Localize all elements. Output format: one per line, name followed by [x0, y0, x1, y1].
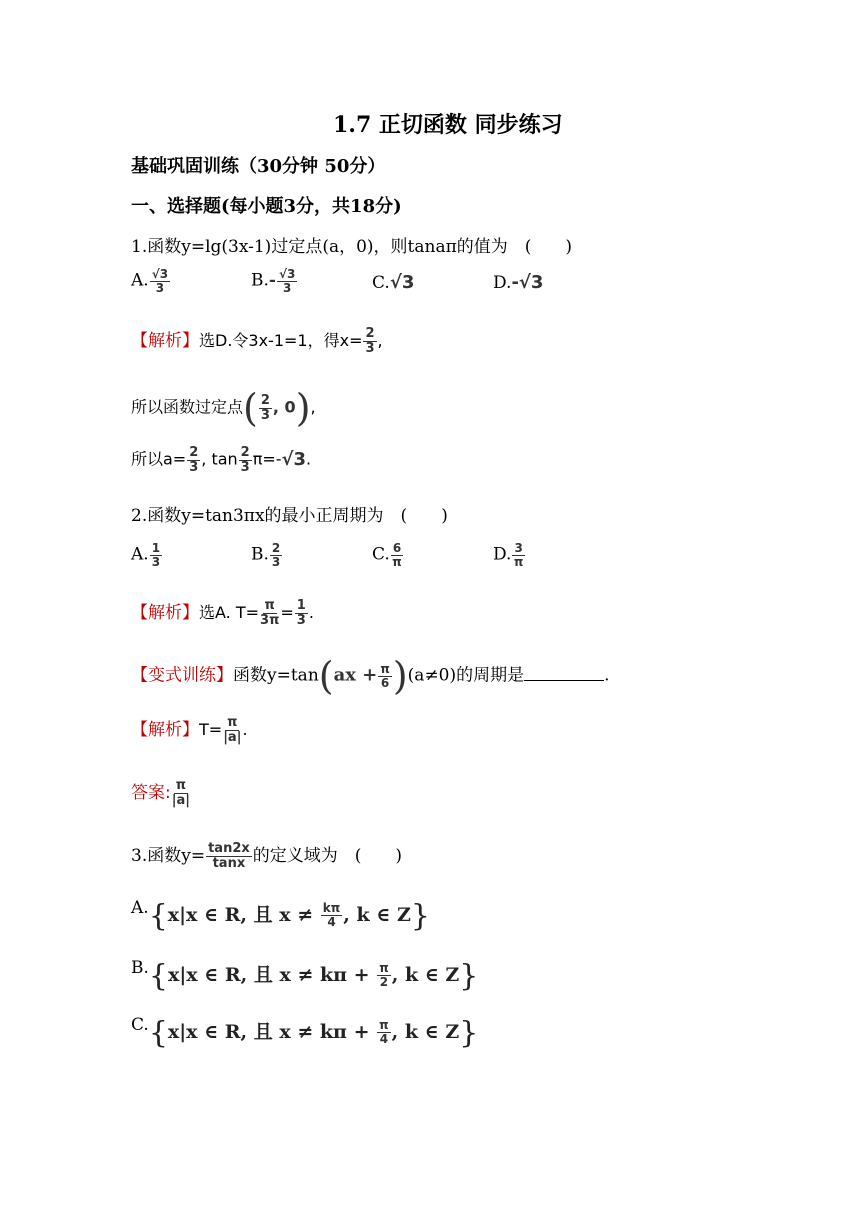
analysis-tag: 【解析】: [131, 603, 199, 623]
q1-analysis-line-1: 【解析】选D.令3x-1=1，得x= $\frac{2}{3}$ ,: [131, 326, 383, 356]
q2-option-d: D. $\frac{3}{\pi}$: [493, 541, 524, 569]
analysis-tag: 【解析】: [131, 331, 199, 351]
variant-training: 【变式训练】函数y=tan(ax + $\frac{\pi}{6}$ )(a≠0)的周期是 .: [131, 654, 610, 698]
section-basic-heading: 基础巩固训练（30分钟 50分）: [131, 156, 386, 177]
q3-option-a: A.{x|x ∈ R, 且 x ≠ $\frac{k\pi}{4}$ , k ∈ Z}: [131, 898, 430, 933]
q1-analysis-line-2: 所以函数过定点( $\frac{2}{3}$ , 0),: [131, 386, 316, 430]
question-1-stem: 1.函数y=lg(3x-1)过定点(a，0)，则tanaπ的值为 ( ): [131, 237, 573, 257]
answer-blank: [524, 664, 604, 681]
q2-option-c: C. $\frac{6}{\pi}$: [372, 541, 402, 569]
variant-analysis: 【解析】T= $\frac{\pi}{|a|}$ .: [131, 715, 248, 745]
analysis-tag: 【解析】: [131, 720, 199, 740]
q1-option-a: A. $\frac{√3}{3}$: [131, 267, 169, 295]
variant-tag: 【变式训练】: [131, 665, 233, 686]
q3-option-c: C.{x|x ∈ R, 且 x ≠ kπ + $\frac{\pi}{4}$ , k ∈ Z}: [131, 1015, 479, 1050]
q1-option-d: D.-√3: [493, 272, 544, 293]
q2-option-b: B. $\frac{2}{3}$: [251, 541, 281, 569]
q3-option-b: B.{x|x ∈ R, 且 x ≠ kπ + $\frac{\pi}{2}$ , k ∈ Z}: [131, 958, 479, 993]
question-2-stem: 2.函数y=tan3πx的最小正周期为 ( ): [131, 506, 448, 526]
q1-analysis-line-3: 所以a= $\frac{2}{3}$ , tan $\frac{2}{3}$ π=-√3.: [131, 445, 312, 475]
question-3-stem: 3.函数y= $\frac{\tan 2x}{\tan x}$ 的定义域为 ( ): [131, 841, 403, 871]
section-choice-heading: 一、选择题(每小题3分，共18分): [131, 196, 402, 217]
q1-option-b: B.- $\frac{√3}{3}$: [251, 267, 296, 295]
variant-answer: 答案: $\frac{\pi}{|a|}$: [131, 778, 191, 808]
q2-analysis: 【解析】选A. T= $\frac{\pi}{3\pi}$ = $\frac{1}{3}$ .: [131, 598, 314, 628]
q1-option-c: C.√3: [372, 272, 415, 293]
q2-option-a: A. $\frac{1}{3}$: [131, 541, 161, 569]
